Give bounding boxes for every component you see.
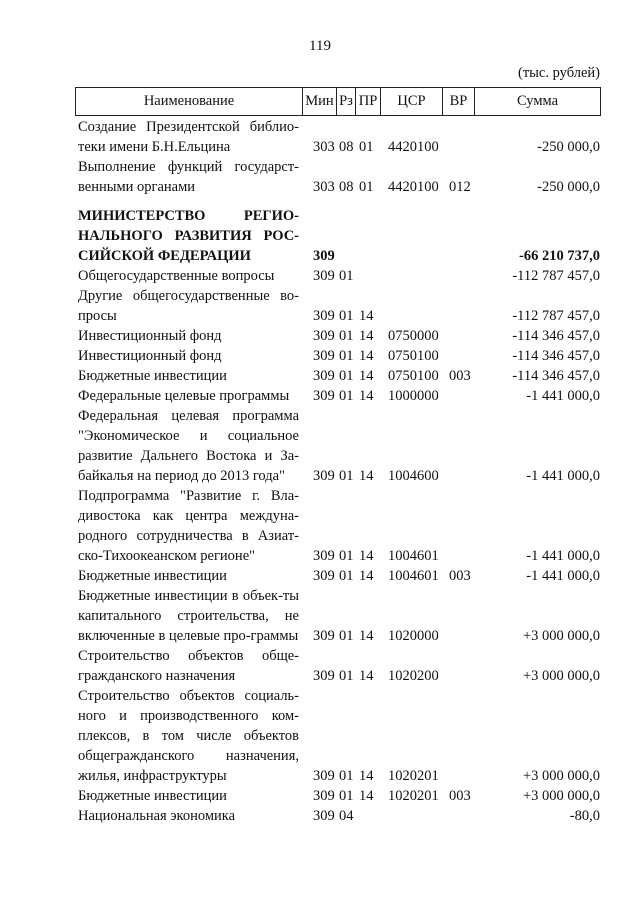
table-row xyxy=(0,686,640,786)
row-rz: 01 xyxy=(339,788,354,804)
table-row xyxy=(0,366,640,386)
row-sum: -114 346 457,0 xyxy=(512,348,600,364)
header-name: Наименование xyxy=(76,88,303,115)
row-min: 309 xyxy=(313,348,335,364)
table-row xyxy=(0,486,640,566)
table-body xyxy=(0,117,640,826)
row-min: 309 xyxy=(313,788,335,804)
row-pr: 14 xyxy=(359,548,374,564)
header-vr: ВР xyxy=(443,88,475,115)
row-min: 303 xyxy=(313,179,335,195)
row-pr: 14 xyxy=(359,768,374,784)
row-name: Бюджетные инвестиции в объек-ты капитального строительства, не включенные в целевые про-граммы xyxy=(78,588,299,644)
row-vr: 003 xyxy=(449,368,471,384)
row-csr: 4420100 xyxy=(388,179,439,195)
row-sum: -112 787 457,0 xyxy=(512,308,600,324)
row-rz: 01 xyxy=(339,668,354,684)
row-csr: 1020000 xyxy=(388,628,439,644)
row-vr: 003 xyxy=(449,568,471,584)
row-min: 309 xyxy=(313,248,335,264)
row-min: 309 xyxy=(313,568,335,584)
row-name: Подпрограмма "Развитие г. Вла-дивостока как центра междуна-родного сотрудничества в Азиат-ско-Тихоокеанском регионе" xyxy=(78,488,299,564)
row-name: Бюджетные инвестиции xyxy=(78,568,227,584)
row-rz: 01 xyxy=(339,548,354,564)
row-pr: 14 xyxy=(359,628,374,644)
table-row xyxy=(0,806,640,826)
row-name: Бюджетные инвестиции xyxy=(78,368,227,384)
row-pr: 14 xyxy=(359,348,374,364)
row-pr: 14 xyxy=(359,568,374,584)
header-sum: Сумма xyxy=(516,93,559,109)
row-rz: 01 xyxy=(339,368,354,384)
row-min: 309 xyxy=(313,808,335,824)
row-pr: 01 xyxy=(359,179,374,195)
row-pr: 14 xyxy=(359,668,374,684)
row-name: Строительство объектов социаль-ного и производственного ком-плексов, в том числе объектов общегражданского назначения, жилья, инфраструктуры xyxy=(78,688,299,784)
row-name: Другие общегосударственные во-просы xyxy=(78,288,299,324)
row-sum: +3 000 000,0 xyxy=(522,668,600,684)
table-row xyxy=(0,157,640,197)
row-rz: 01 xyxy=(339,388,354,404)
row-rz: 01 xyxy=(339,468,354,484)
table-row xyxy=(0,386,640,406)
row-min: 309 xyxy=(313,668,335,684)
row-rz: 01 xyxy=(339,628,354,644)
units-label: (тыс. рублей) xyxy=(518,65,600,81)
table-row xyxy=(0,406,640,486)
row-sum: -250 000,0 xyxy=(537,139,600,155)
row-sum: +3 000 000,0 xyxy=(522,628,600,644)
table-row xyxy=(0,586,640,646)
row-pr: 14 xyxy=(359,328,374,344)
row-name: Национальная экономика xyxy=(78,808,236,824)
row-name: Инвестиционный фонд xyxy=(78,328,222,344)
row-sum: -112 787 457,0 xyxy=(512,268,600,284)
row-rz: 01 xyxy=(339,268,354,284)
row-name: Бюджетные инвестиции xyxy=(78,788,227,804)
table-row xyxy=(0,786,640,806)
row-rz: 01 xyxy=(339,348,354,364)
row-rz: 01 xyxy=(339,328,354,344)
table-row xyxy=(0,286,640,326)
row-csr: 4420100 xyxy=(388,139,439,155)
row-pr: 14 xyxy=(359,788,374,804)
table-row xyxy=(0,566,640,586)
row-min: 309 xyxy=(313,768,335,784)
row-name: Создание Президентской библио-теки имени Б.Н.Ельцина xyxy=(78,119,299,155)
table-header xyxy=(75,87,601,116)
row-rz: 01 xyxy=(339,768,354,784)
row-csr: 1020200 xyxy=(388,668,439,684)
header-csr: ЦСР xyxy=(381,88,443,115)
page-number: 119 xyxy=(309,38,331,54)
row-sum: +3 000 000,0 xyxy=(522,788,600,804)
row-sum: -1 441 000,0 xyxy=(526,388,600,404)
row-rz: 08 xyxy=(339,179,354,195)
row-min: 303 xyxy=(313,139,335,155)
row-pr: 01 xyxy=(359,139,374,155)
row-sum: -114 346 457,0 xyxy=(512,328,600,344)
table-row xyxy=(0,266,640,286)
row-csr: 1004600 xyxy=(388,468,439,484)
row-min: 309 xyxy=(313,468,335,484)
row-csr: 0750100 xyxy=(388,368,439,384)
row-name: Федеральная целевая программа "Экономическое и социальное развитие Дальнего Востока и За-байкалья на период до 2013 года" xyxy=(78,408,299,484)
row-rz: 04 xyxy=(339,808,354,824)
row-sum: -1 441 000,0 xyxy=(526,468,600,484)
row-csr: 1020201 xyxy=(388,788,439,804)
row-rz: 08 xyxy=(339,139,354,155)
table-row xyxy=(0,117,640,157)
row-name: МИНИСТЕРСТВО РЕГИО-НАЛЬНОГО РАЗВИТИЯ РОС-СИЙСКОЙ ФЕДЕРАЦИИ xyxy=(78,208,299,264)
row-min: 309 xyxy=(313,368,335,384)
row-csr: 1004601 xyxy=(388,548,439,564)
table-row xyxy=(0,346,640,366)
row-min: 309 xyxy=(313,328,335,344)
row-name: Инвестиционный фонд xyxy=(78,348,222,364)
row-sum: -1 441 000,0 xyxy=(526,548,600,564)
row-csr: 0750000 xyxy=(388,328,439,344)
row-min: 309 xyxy=(313,548,335,564)
row-name: Строительство объектов обще-гражданского назначения xyxy=(78,648,299,684)
row-sum: -1 441 000,0 xyxy=(526,568,600,584)
row-min: 309 xyxy=(313,308,335,324)
header-rz: Рз xyxy=(337,88,356,115)
row-rz: 01 xyxy=(339,568,354,584)
row-min: 309 xyxy=(313,268,335,284)
table-row xyxy=(0,646,640,686)
row-name: Общегосударственные вопросы xyxy=(78,268,275,284)
row-pr: 14 xyxy=(359,368,374,384)
row-sum: -250 000,0 xyxy=(537,179,600,195)
section-gap xyxy=(0,197,640,206)
row-pr: 14 xyxy=(359,388,374,404)
row-csr: 1000000 xyxy=(388,388,439,404)
row-min: 309 xyxy=(313,628,335,644)
row-csr: 1004601 xyxy=(388,568,439,584)
row-rz: 01 xyxy=(339,308,354,324)
row-pr: 14 xyxy=(359,468,374,484)
row-sum: +3 000 000,0 xyxy=(522,768,600,784)
row-csr: 1020201 xyxy=(388,768,439,784)
row-sum: -114 346 457,0 xyxy=(512,368,600,384)
row-vr: 012 xyxy=(449,179,471,195)
row-name: Федеральные целевые программы xyxy=(78,388,290,404)
header-pr: ПР xyxy=(356,88,381,115)
row-min: 309 xyxy=(313,388,335,404)
header-min: Мин xyxy=(303,88,337,115)
table-row xyxy=(0,326,640,346)
table-row xyxy=(0,206,640,266)
row-sum: -66 210 737,0 xyxy=(519,248,600,264)
row-sum: -80,0 xyxy=(569,808,600,824)
row-csr: 0750100 xyxy=(388,348,439,364)
row-name: Выполнение функций государст-венными органами xyxy=(78,159,299,195)
row-vr: 003 xyxy=(449,788,471,804)
row-pr: 14 xyxy=(359,308,374,324)
